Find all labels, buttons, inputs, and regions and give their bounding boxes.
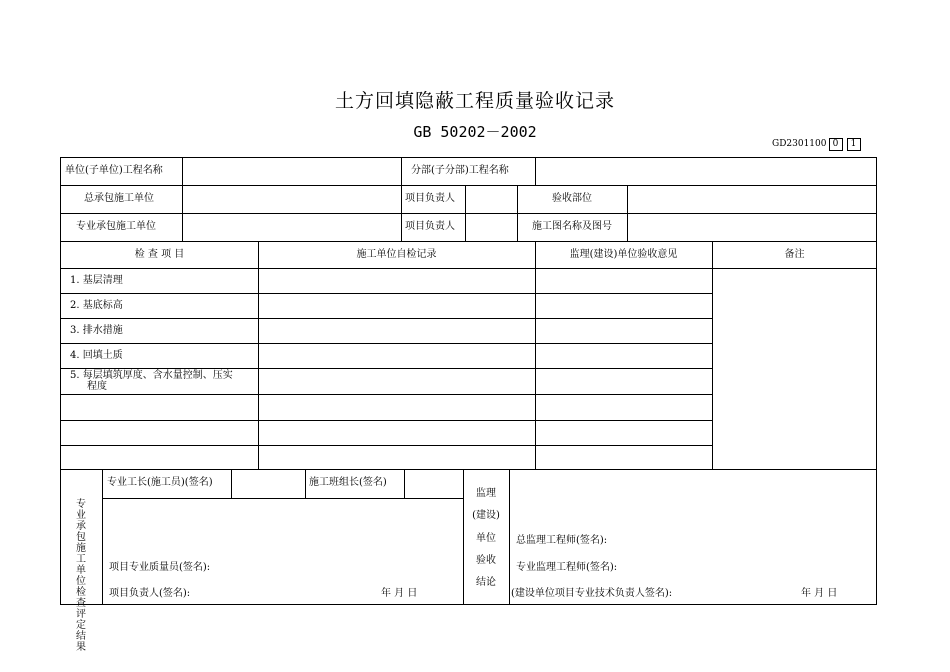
- supervision-label: 单位: [476, 533, 496, 544]
- sub-project-label: 分部(子分部)工程名称: [411, 165, 509, 176]
- check-item: 3. 排水措施: [70, 325, 123, 336]
- code-box: 1: [847, 138, 861, 151]
- unit-project-label: 单位(子单位)工程名称: [65, 165, 163, 176]
- drawing-label: 施工图名称及图号: [532, 221, 612, 232]
- page-title: 土方回填隐蔽工程质量验收记录: [334, 90, 615, 112]
- check-item: 2. 基底标高: [70, 300, 123, 311]
- manager-sign-label: 项目负责人(签名):: [109, 588, 191, 599]
- form-code-number: GD2301100: [772, 139, 827, 149]
- header-check-item: 检 查 项 目: [134, 249, 185, 260]
- supervision-label: 验收: [476, 555, 496, 566]
- chief-engineer-label: 总监理工程师(签名):: [516, 535, 608, 546]
- header-supervision-opinion: 监理(建设)单位验收意见: [569, 249, 678, 260]
- project-manager-label: 项目负责人: [405, 221, 455, 232]
- supervision-label: 结论: [476, 577, 496, 588]
- date-left: 年 月 日: [381, 588, 418, 599]
- header-self-check: 施工单位自检记录: [356, 249, 437, 260]
- specialty-engineer-label: 专业监理工程师(签名):: [516, 562, 618, 573]
- general-contractor-label: 总承包施工单位: [84, 193, 154, 204]
- check-item-continued: 程度: [87, 381, 107, 392]
- code-box: 0: [829, 138, 843, 151]
- foreman-label: 专业工长(施工员)(签名): [107, 477, 213, 488]
- record-form: [60, 157, 877, 653]
- team-leader-label: 施工班组长(签名): [309, 477, 387, 488]
- form-code: [772, 138, 861, 151]
- date-right: 年 月 日: [801, 588, 838, 599]
- qc-label: 项目专业质量员(签名):: [109, 562, 211, 573]
- specialty-contractor-label: 专业承包施工单位: [76, 221, 156, 232]
- standard-code: GB 50202－2002: [413, 123, 537, 141]
- supervision-label: 监理: [476, 488, 496, 499]
- project-manager-label: 项目负责人: [405, 193, 455, 204]
- acceptance-part-label: 验收部位: [552, 193, 592, 204]
- check-item: 4. 回填土质: [70, 350, 123, 361]
- owner-tech-label: (建设单位项目专业技术负责人签名):: [511, 588, 673, 599]
- check-item: 5. 每层填筑厚度、含水量控制、压实: [70, 370, 233, 381]
- check-item: 1. 基层清理: [70, 275, 123, 286]
- header-remarks: 备注: [784, 249, 805, 260]
- contractor-eval-label: 专业承包施工单位检查评定结果: [76, 499, 86, 653]
- supervision-label: (建设): [472, 510, 500, 521]
